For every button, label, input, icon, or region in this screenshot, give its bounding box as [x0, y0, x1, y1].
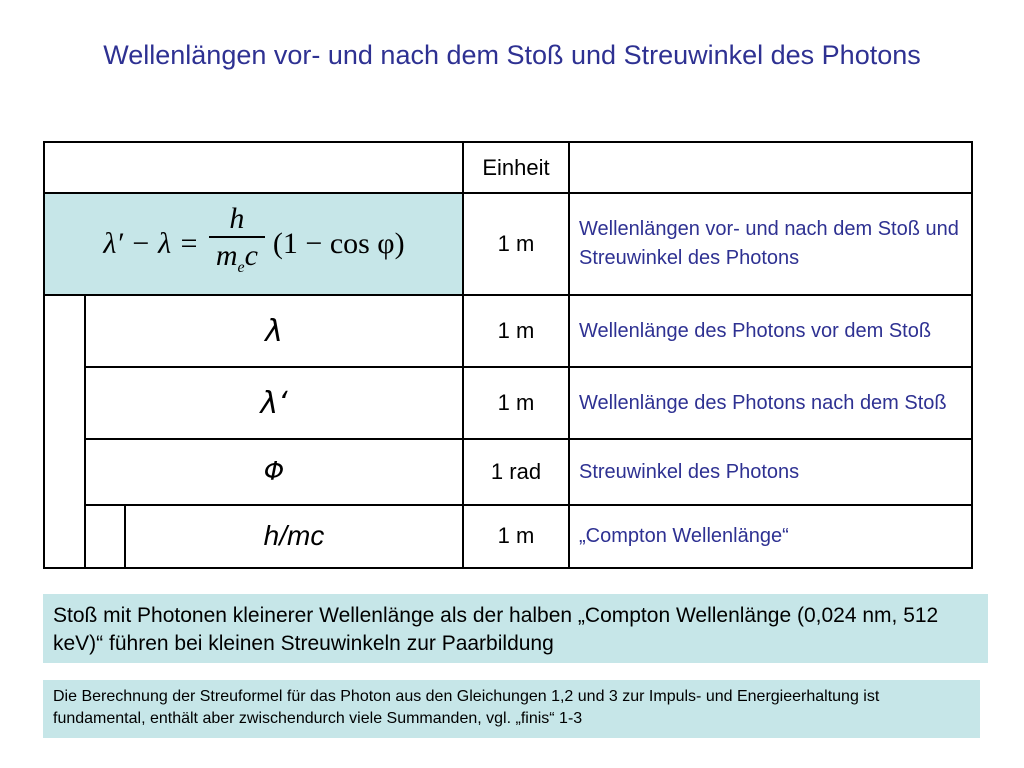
- desc-lambda: Wellenlänge des Photons vor dem Stoß: [579, 319, 932, 342]
- symbol-cell-phi: [85, 439, 463, 505]
- formula-description: Wellenlängen vor- und nach dem Stoß und Streuwinkel des Photons: [579, 218, 959, 269]
- formula-denominator: $m_ec$: [215, 239, 258, 276]
- grid-line: [85, 504, 971, 506]
- compton-formula: [103, 202, 404, 286]
- symbol-cell-lambda-prime: [85, 367, 463, 439]
- units-table: [43, 141, 973, 569]
- desc-cell-lambda-prime: [569, 367, 971, 439]
- formula-numerator: h: [229, 202, 245, 235]
- grid-line: [85, 366, 971, 368]
- unit-cell-phi: [463, 439, 569, 505]
- desc-cell-compton: [569, 505, 971, 567]
- unit-cell-lambda-prime: [463, 367, 569, 439]
- unit-cell-compton: [463, 505, 569, 567]
- formula-lhs: λ′ − λ =: [103, 227, 199, 260]
- symbol-phi: Φ: [263, 457, 285, 487]
- grid-line: [462, 143, 464, 567]
- note-pair-production: Stoß mit Photonen kleinerer Wellenlänge als der halben „Compton Wellenlänge (0,024 nm, 512 keV)“ führen bei kleinen Streuwinkeln zur Paarbildung: [43, 594, 988, 663]
- unit-compton: 1 m: [497, 523, 535, 548]
- grid-line: [45, 192, 971, 194]
- symbol-lambda-prime: λ‘: [260, 385, 288, 421]
- formula-fraction: [209, 202, 265, 286]
- header-unit-cell: [463, 143, 569, 193]
- grid-line: [568, 143, 570, 567]
- slide-title: Wellenlängen vor- und nach dem Stoß und Streuwinkel des Photons: [103, 40, 921, 70]
- unit-cell-lambda: [463, 295, 569, 367]
- grid-line: [45, 294, 971, 296]
- symbol-cell-compton: [125, 505, 463, 567]
- grid-line: [85, 438, 971, 440]
- desc-cell-lambda: [569, 295, 971, 367]
- formula-rhs: (1 − cos φ): [272, 227, 405, 260]
- symbol-lambda: λ: [265, 313, 283, 349]
- unit-phi: 1 rad: [490, 459, 542, 484]
- desc-compton: „Compton Wellenlänge“: [579, 524, 789, 547]
- header-unit-label: Einheit: [482, 155, 550, 180]
- desc-cell-phi: [569, 439, 971, 505]
- symbol-compton: h/mc: [263, 520, 325, 551]
- grid-line: [84, 295, 86, 567]
- desc-phi: Streuwinkel des Photons: [579, 460, 800, 483]
- desc-lambda-prime: Wellenlänge des Photons nach dem Stoß: [579, 391, 947, 414]
- formula-unit: 1 m: [497, 231, 535, 256]
- unit-lambda: 1 m: [497, 318, 535, 343]
- formula-unit-cell: [463, 193, 569, 295]
- unit-lambda-prime: 1 m: [497, 390, 535, 415]
- formula-cell: [45, 193, 463, 295]
- formula-description-cell: [569, 193, 971, 295]
- symbol-cell-lambda: [85, 295, 463, 367]
- grid-line: [124, 505, 126, 567]
- note-derivation: Die Berechnung der Streuformel für das Photon aus den Gleichungen 1,2 und 3 zur Impuls- und Energieerhaltung ist fundamental, enthält aber zwischendurch viele Summanden, vgl. „finis“ 1-3: [43, 680, 980, 738]
